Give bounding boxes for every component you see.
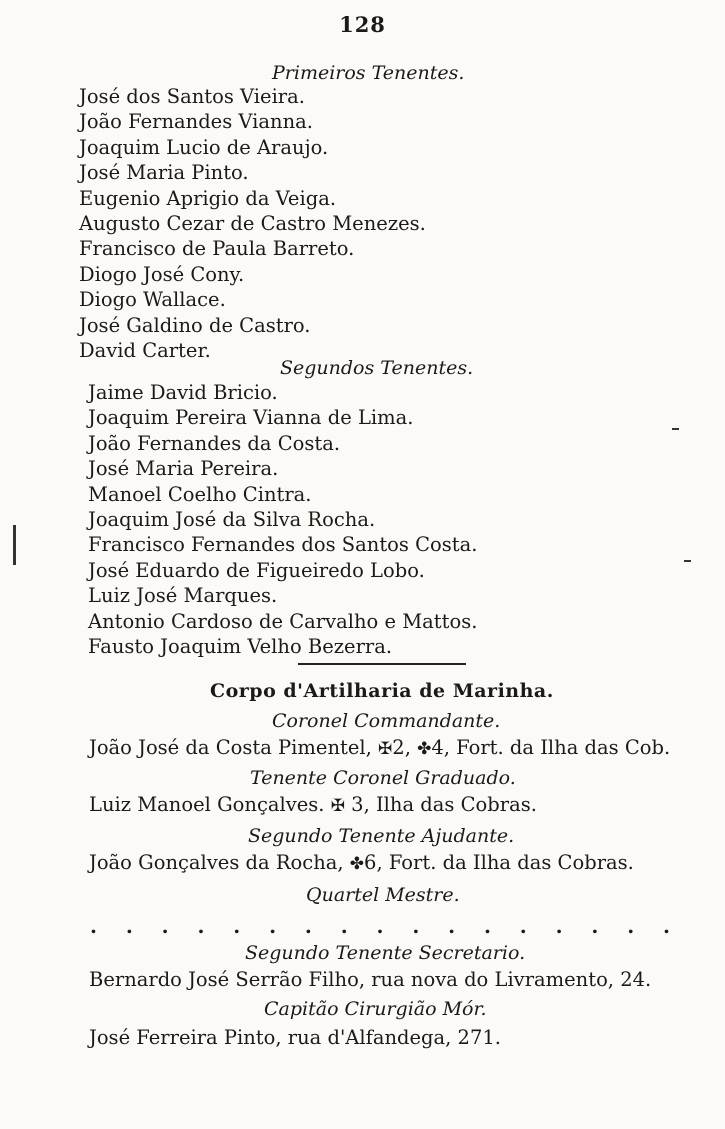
order-number: 6, xyxy=(364,851,383,874)
coronel-commandante-entry xyxy=(89,736,670,759)
scan-mark xyxy=(672,428,679,430)
leader-dot: . xyxy=(627,914,635,938)
primeiro-tenente-name: David Carter. xyxy=(79,339,211,363)
primeiro-tenente-name: João Fernandes Vianna. xyxy=(79,110,313,134)
quartel-mestre-role: Quartel Mestre. xyxy=(306,884,460,906)
leader-dot: . xyxy=(448,914,456,938)
segundo-tenente-name: Fausto Joaquim Velho Bezerra. xyxy=(88,635,393,659)
entry-name: João José da Costa Pimentel, xyxy=(89,736,372,759)
cross-icon: ✠ xyxy=(330,796,345,816)
primeiro-tenente-name: Diogo Wallace. xyxy=(79,288,226,312)
segundo-tenente-name: Luiz José Marques. xyxy=(88,584,278,608)
rose-order-icon: ✤ xyxy=(417,739,432,759)
leader-dot: . xyxy=(197,914,205,938)
secretario-role: Segundo Tenente Secretario. xyxy=(245,942,526,964)
primeiros-tenentes-heading: Primeiros Tenentes. xyxy=(272,62,465,84)
entry-name: Luiz Manoel Gonçalves. xyxy=(89,793,325,816)
primeiro-tenente-name: Diogo José Cony. xyxy=(79,262,245,286)
segundo-tenente-name: João Fernandes da Costa. xyxy=(88,431,341,455)
segundo-tenente-name: Antonio Cardoso de Carvalho e Mattos. xyxy=(88,609,478,633)
segundo-tenente-ajudante-entry xyxy=(89,851,634,874)
primeiro-tenente-name: Joaquim Lucio de Araujo. xyxy=(79,135,329,159)
entry-name: João Gonçalves da Rocha, xyxy=(89,851,344,874)
corpo-title: Corpo d'Artilharia de Marinha. xyxy=(210,680,554,702)
leader-dot: . xyxy=(161,914,169,938)
segundo-tenente-ajudante-role: Segundo Tenente Ajudante. xyxy=(248,825,515,847)
page-number: 128 xyxy=(339,12,386,37)
secretario-entry: Bernardo José Serrão Filho, rua nova do Livramento, 24. xyxy=(89,968,652,991)
rose-order-icon: ✤ xyxy=(349,854,365,874)
tenente-coronel-role: Tenente Coronel Graduado. xyxy=(250,767,516,789)
segundo-tenente-name: Manoel Coelho Cintra. xyxy=(88,482,312,506)
segundo-tenente-name: Joaquim José da Silva Rocha. xyxy=(88,508,376,532)
primeiro-tenente-name: José Maria Pinto. xyxy=(79,161,249,185)
section-divider xyxy=(298,663,466,665)
leader-dot: . xyxy=(663,914,670,938)
segundo-tenente-name: Francisco Fernandes dos Santos Costa. xyxy=(88,533,478,557)
leader-dot: . xyxy=(233,914,241,938)
leader-dot: . xyxy=(340,914,348,938)
segundos-tenentes-list xyxy=(88,380,477,659)
segundo-tenente-name: José Maria Pereira. xyxy=(88,457,279,481)
primeiro-tenente-name: José dos Santos Vieira. xyxy=(79,85,305,108)
primeiros-tenentes-list xyxy=(79,84,426,363)
primeiro-tenente-name: José Galdino de Castro. xyxy=(79,313,311,337)
segundo-tenente-name: Jaime David Bricio. xyxy=(88,381,278,404)
leader-dot: . xyxy=(555,914,563,938)
order-number: 4, xyxy=(431,736,450,759)
leader-dot: . xyxy=(125,914,133,938)
tenente-coronel-entry xyxy=(89,793,537,816)
leader-dot: . xyxy=(412,914,420,938)
dot-leader xyxy=(90,914,670,938)
entry-address: Fort. da Ilha das Cobras. xyxy=(388,851,634,874)
primeiro-tenente-name: Eugenio Aprigio da Veiga. xyxy=(79,186,337,210)
cirurgiao-role: Capitão Cirurgião Mór. xyxy=(264,998,487,1020)
primeiro-tenente-name: Augusto Cezar de Castro Menezes. xyxy=(79,212,426,236)
leader-dot: . xyxy=(269,914,277,938)
leader-dot: . xyxy=(591,914,599,938)
leader-dot: . xyxy=(304,914,312,938)
segundo-tenente-name: José Eduardo de Figueiredo Lobo. xyxy=(88,558,425,582)
leader-dot: . xyxy=(519,914,527,938)
leader-dot: . xyxy=(483,914,491,938)
leader-dot: . xyxy=(376,914,384,938)
entry-address: Ilha das Cobras. xyxy=(375,793,537,816)
leader-dot: . xyxy=(90,914,97,938)
segundos-tenentes-heading: Segundos Tenentes. xyxy=(280,357,474,379)
order-number: 3, xyxy=(351,793,370,816)
order-number: 2, xyxy=(392,736,411,759)
entry-address: Fort. da Ilha das Cob. xyxy=(456,736,671,759)
cross-icon: ✠ xyxy=(378,739,393,759)
coronel-commandante-role: Coronel Commandante. xyxy=(272,710,501,732)
cirurgiao-entry: José Ferreira Pinto, rua d'Alfandega, 271. xyxy=(89,1026,501,1049)
primeiro-tenente-name: Francisco de Paula Barreto. xyxy=(79,237,355,261)
scan-mark xyxy=(684,560,691,562)
segundo-tenente-name: Joaquim Pereira Vianna de Lima. xyxy=(88,406,414,430)
scan-mark xyxy=(13,525,16,565)
